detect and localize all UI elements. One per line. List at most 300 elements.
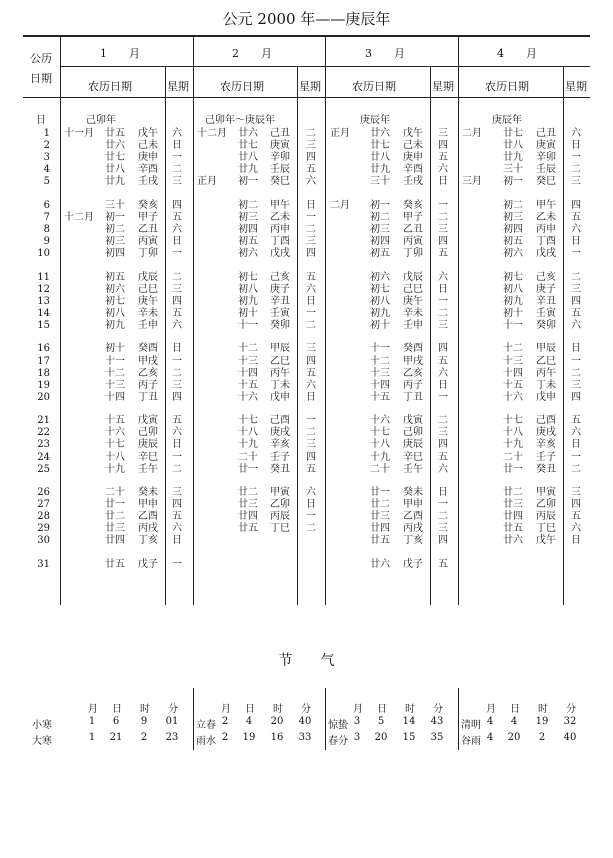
ganzhi: 庚子 [536, 283, 556, 295]
weekday: 四 [438, 343, 448, 355]
weekday: 日 [438, 176, 448, 188]
ganzhi: 乙酉 [138, 511, 158, 523]
lunar-day: 廿二 [503, 487, 523, 498]
weekday: 三 [172, 283, 182, 295]
lunar-day: 初五 [370, 248, 390, 260]
weekday: 五 [306, 164, 316, 176]
jieqi-value: 3 [353, 716, 361, 727]
ganzhi: 戊子 [138, 558, 158, 570]
ganzhi: 丁卯 [138, 248, 158, 260]
weekday: 一 [172, 355, 182, 367]
ganzhi: 乙酉 [403, 511, 423, 523]
weekday: 五 [172, 307, 182, 319]
weekday: 二 [571, 164, 581, 176]
lunar-day: 十九 [105, 463, 125, 475]
lunar-day: 十八 [105, 451, 125, 463]
weekday: 日 [571, 535, 581, 547]
lunar-day: 初十 [105, 343, 125, 355]
jieqi-value: 20 [507, 732, 521, 743]
jieqi-term-name: 大寒 [32, 736, 52, 747]
lunar-day: 十三 [238, 355, 258, 367]
lunar-day: 十七 [238, 415, 258, 427]
lunar-day: 廿七 [503, 128, 523, 139]
lunar-day: 十六 [503, 391, 523, 403]
lunar-day: 廿一 [238, 463, 258, 475]
lunar-day: 三十 [370, 176, 390, 188]
ganzhi: 庚申 [403, 152, 423, 164]
weekday: 三 [306, 439, 316, 451]
weekday: 一 [571, 451, 581, 463]
col-divider [193, 35, 194, 605]
ganzhi: 辛酉 [138, 164, 158, 176]
jieqi-value: 5 [377, 716, 385, 727]
lunar-day: 十二 [238, 343, 258, 355]
lunar-day: 廿五 [105, 128, 125, 139]
ganzhi: 戊子 [403, 558, 423, 570]
day-number: 23 [37, 439, 50, 451]
weekday: 五 [438, 558, 448, 570]
day-number: 9 [43, 236, 50, 248]
day-number: 3 [43, 152, 50, 164]
xingqi-header: 星期 [167, 80, 189, 93]
day-number: 5 [43, 176, 50, 188]
weekday: 四 [172, 295, 182, 307]
lunar-day: 初六 [105, 283, 125, 295]
ganzhi: 庚子 [270, 283, 290, 295]
weekday: 二 [172, 271, 182, 283]
lunar-day: 廿八 [105, 164, 125, 176]
day-number: 12 [37, 283, 50, 295]
weekday: 三 [172, 379, 182, 391]
table-top-rule [23, 35, 590, 37]
weekday: 日 [172, 140, 182, 152]
weekday: 日 [438, 487, 448, 498]
weekday: 日 [438, 283, 448, 295]
weekday: 日 [306, 199, 316, 211]
lunar-day: 初七 [238, 271, 258, 283]
jieqi-value: 35 [430, 732, 444, 743]
lunar-day: 廿六 [503, 535, 523, 547]
lunar-day: 廿六 [370, 558, 390, 570]
weekday: 日 [172, 236, 182, 248]
ganzhi: 乙卯 [536, 499, 556, 511]
weekday: 六 [438, 367, 448, 379]
ganzhi: 庚申 [138, 152, 158, 164]
weekday: 二 [306, 320, 316, 331]
jieqi-col-header: 时 [140, 704, 150, 715]
weekday: 一 [172, 451, 182, 463]
ganzhi: 戊午 [403, 128, 423, 139]
lunar-day: 十五 [370, 391, 390, 403]
page-title: 公元 2000 年——庚辰年 [222, 10, 391, 28]
weekday: 四 [571, 499, 581, 511]
header-riqi: 日期 [30, 72, 52, 85]
lunar-day: 廿三 [370, 511, 390, 523]
jieqi-col-header: 时 [538, 704, 548, 715]
weekday: 五 [306, 367, 316, 379]
weekday: 四 [438, 535, 448, 547]
day-number: 15 [37, 320, 50, 331]
day-number: 30 [37, 535, 50, 547]
jieqi-value: 01 [165, 716, 179, 727]
lunar-month-mark: 十一月 [64, 128, 94, 139]
lunar-day: 初六 [503, 248, 523, 260]
weekday: 六 [306, 283, 316, 295]
weekday: 三 [438, 224, 448, 235]
weekday: 日 [571, 140, 581, 152]
day-number: 10 [37, 248, 50, 260]
lunar-day: 初十 [238, 307, 258, 319]
ganzhi: 癸卯 [270, 320, 290, 331]
lunar-month-mark: 正月 [197, 176, 217, 188]
lunar-month-mark: 十二月 [64, 211, 94, 223]
jieqi-value: 2 [221, 716, 229, 727]
weekday: 二 [571, 367, 581, 379]
weekday: 三 [571, 176, 581, 188]
weekday: 六 [172, 523, 182, 535]
nongli-header: 农历日期 [220, 80, 264, 93]
ganzhi: 丙午 [536, 367, 556, 379]
jieqi-value: 4 [245, 716, 253, 727]
jieqi-value: 40 [563, 732, 577, 743]
ganzhi: 甲子 [403, 211, 423, 223]
header-gongli: 公历 [30, 52, 52, 65]
weekday: 二 [438, 511, 448, 523]
weekday: 五 [571, 511, 581, 523]
ganzhi: 己卯 [138, 427, 158, 439]
day-number: 26 [37, 487, 50, 498]
ganzhi: 癸丑 [536, 463, 556, 475]
day-label: 日 [36, 115, 46, 126]
ganzhi: 戊戌 [270, 248, 290, 260]
year-label-3: 庚辰年 [360, 115, 390, 126]
day-number: 28 [37, 511, 50, 523]
weekday: 四 [306, 451, 316, 463]
lunar-day: 十五 [503, 379, 523, 391]
ganzhi: 辛亥 [536, 439, 556, 451]
weekday: 三 [571, 487, 581, 498]
day-number: 16 [37, 343, 50, 355]
lunar-day: 二十 [238, 451, 258, 463]
weekday: 日 [306, 499, 316, 511]
weekday: 日 [306, 391, 316, 403]
weekday: 日 [571, 236, 581, 248]
lunar-month-mark: 二月 [462, 128, 482, 139]
ganzhi: 戊辰 [403, 271, 423, 283]
col-divider [60, 35, 61, 605]
ganzhi: 戊戌 [536, 248, 556, 260]
jieqi-value: 2 [140, 732, 148, 743]
ganzhi: 甲午 [270, 199, 290, 211]
weekday: 五 [306, 271, 316, 283]
lunar-day: 廿六 [105, 140, 125, 152]
lunar-day: 初九 [238, 295, 258, 307]
month-header-3: 3 月 [365, 47, 405, 60]
col-divider [165, 66, 166, 605]
lunar-day: 廿七 [105, 152, 125, 164]
jieqi-title: 节 气 [278, 653, 335, 669]
lunar-day: 廿六 [238, 128, 258, 139]
day-number: 19 [37, 379, 50, 391]
lunar-day: 初八 [370, 295, 390, 307]
lunar-day: 初一 [370, 199, 390, 211]
weekday: 一 [438, 499, 448, 511]
jieqi-value: 33 [298, 732, 312, 743]
weekday: 二 [306, 128, 316, 139]
lunar-day: 廿二 [238, 487, 258, 498]
day-number: 27 [37, 499, 50, 511]
lunar-day: 初一 [105, 211, 125, 223]
weekday: 四 [571, 199, 581, 211]
ganzhi: 丁巳 [536, 523, 556, 535]
jieqi-col-header: 日 [112, 704, 122, 715]
lunar-day: 初二 [238, 199, 258, 211]
ganzhi: 壬辰 [270, 164, 290, 176]
ganzhi: 甲寅 [536, 487, 556, 498]
lunar-day: 初三 [370, 224, 390, 235]
ganzhi: 乙未 [270, 211, 290, 223]
lunar-day: 初七 [370, 283, 390, 295]
jieqi-col-header: 月 [353, 704, 363, 715]
lunar-day: 初十 [503, 307, 523, 319]
lunar-day: 初五 [105, 271, 125, 283]
ganzhi: 丙寅 [403, 236, 423, 248]
day-number: 1 [43, 128, 50, 139]
lunar-day: 十四 [370, 379, 390, 391]
lunar-day: 十五 [105, 415, 125, 427]
ganzhi: 甲辰 [536, 343, 556, 355]
ganzhi: 庚寅 [536, 140, 556, 152]
weekday: 三 [306, 140, 316, 152]
weekday: 五 [438, 152, 448, 164]
jieqi-value: 14 [402, 716, 416, 727]
col-divider [297, 66, 298, 605]
ganzhi: 丁亥 [138, 535, 158, 547]
weekday: 二 [438, 211, 448, 223]
lunar-day: 十三 [105, 379, 125, 391]
ganzhi: 丙戌 [403, 523, 423, 535]
jieqi-value: 3 [353, 732, 361, 743]
ganzhi: 戊寅 [138, 415, 158, 427]
weekday: 六 [571, 128, 581, 139]
ganzhi: 癸丑 [270, 463, 290, 475]
lunar-day: 初六 [238, 248, 258, 260]
weekday: 五 [172, 415, 182, 427]
weekday: 一 [306, 211, 316, 223]
lunar-day: 廿七 [370, 140, 390, 152]
jieqi-value: 1 [88, 716, 96, 727]
lunar-day: 初四 [105, 248, 125, 260]
ganzhi: 甲午 [536, 199, 556, 211]
weekday: 一 [306, 415, 316, 427]
weekday: 一 [438, 295, 448, 307]
weekday: 四 [172, 199, 182, 211]
jieqi-value: 20 [374, 732, 388, 743]
header-bottom-rule [23, 97, 590, 98]
weekday: 日 [172, 439, 182, 451]
weekday: 四 [438, 236, 448, 248]
jieqi-col-header: 日 [377, 704, 387, 715]
ganzhi: 乙巳 [536, 355, 556, 367]
day-number: 7 [43, 211, 50, 223]
weekday: 三 [306, 236, 316, 248]
year-label-2: 己卯年～庚辰年 [205, 115, 275, 126]
ganzhi: 乙亥 [403, 367, 423, 379]
weekday: 二 [306, 523, 316, 535]
day-number: 24 [37, 451, 50, 463]
jieqi-term-name: 谷雨 [461, 736, 481, 747]
ganzhi: 戊申 [270, 391, 290, 403]
ganzhi: 癸酉 [403, 343, 423, 355]
ganzhi: 癸亥 [403, 199, 423, 211]
ganzhi: 庚戌 [270, 427, 290, 439]
weekday: 六 [571, 523, 581, 535]
ganzhi: 乙未 [536, 211, 556, 223]
lunar-day: 廿四 [503, 511, 523, 523]
ganzhi: 壬申 [403, 320, 423, 331]
jieqi-col-header: 分 [566, 704, 576, 715]
ganzhi: 丙辰 [536, 511, 556, 523]
ganzhi: 乙巳 [270, 355, 290, 367]
lunar-day: 廿一 [105, 499, 125, 511]
weekday: 五 [571, 415, 581, 427]
ganzhi: 癸亥 [138, 199, 158, 211]
lunar-month-mark: 十二月 [197, 128, 227, 139]
lunar-day: 初二 [105, 224, 125, 235]
ganzhi: 甲辰 [270, 343, 290, 355]
lunar-month-mark: 正月 [330, 128, 350, 139]
lunar-day: 廿一 [370, 487, 390, 498]
ganzhi: 庚寅 [270, 140, 290, 152]
ganzhi: 丁丑 [138, 391, 158, 403]
ganzhi: 丁巳 [270, 523, 290, 535]
lunar-day: 廿二 [370, 499, 390, 511]
weekday: 三 [438, 523, 448, 535]
day-number: 18 [37, 367, 50, 379]
lunar-day: 初四 [503, 224, 523, 235]
weekday: 一 [306, 307, 316, 319]
weekday: 五 [172, 511, 182, 523]
ganzhi: 丁未 [536, 379, 556, 391]
weekday: 六 [172, 427, 182, 439]
lunar-day: 十一 [370, 343, 390, 355]
weekday: 四 [438, 439, 448, 451]
ganzhi: 己巳 [138, 283, 158, 295]
ganzhi: 丙寅 [138, 236, 158, 248]
ganzhi: 癸卯 [536, 320, 556, 331]
weekday: 三 [172, 487, 182, 498]
lunar-day: 廿八 [238, 152, 258, 164]
lunar-day: 初二 [503, 199, 523, 211]
lunar-day: 十九 [238, 439, 258, 451]
lunar-day: 廿三 [238, 499, 258, 511]
ganzhi: 壬子 [536, 451, 556, 463]
day-number: 2 [43, 140, 50, 152]
lunar-day: 初三 [105, 236, 125, 248]
weekday: 一 [571, 152, 581, 164]
weekday: 五 [571, 211, 581, 223]
ganzhi: 戊申 [536, 391, 556, 403]
jieqi-value: 32 [563, 716, 577, 727]
lunar-day: 十六 [105, 427, 125, 439]
weekday: 五 [306, 463, 316, 475]
ganzhi: 辛亥 [270, 439, 290, 451]
jieqi-value: 15 [402, 732, 416, 743]
day-number: 20 [37, 391, 50, 403]
lunar-day: 廿二 [105, 511, 125, 523]
jieqi-divider [458, 688, 459, 750]
lunar-day: 十一 [503, 320, 523, 331]
ganzhi: 癸酉 [138, 343, 158, 355]
weekday: 六 [438, 164, 448, 176]
ganzhi: 乙丑 [403, 224, 423, 235]
lunar-day: 廿三 [503, 499, 523, 511]
weekday: 日 [571, 439, 581, 451]
ganzhi: 甲戌 [403, 355, 423, 367]
weekday: 二 [571, 271, 581, 283]
day-number: 22 [37, 427, 50, 439]
jieqi-value: 1 [88, 732, 96, 743]
lunar-day: 廿八 [370, 152, 390, 164]
day-number: 21 [37, 415, 50, 427]
day-number: 8 [43, 224, 50, 235]
lunar-day: 二十 [503, 451, 523, 463]
jieqi-col-header: 分 [301, 704, 311, 715]
jieqi-divider [325, 688, 326, 750]
jieqi-col-header: 日 [510, 704, 520, 715]
ganzhi: 辛未 [138, 307, 158, 319]
year-label-4: 庚辰年 [492, 115, 522, 126]
lunar-day: 廿九 [503, 152, 523, 164]
ganzhi: 庚辰 [403, 439, 423, 451]
jieqi-value: 40 [298, 716, 312, 727]
weekday: 五 [571, 307, 581, 319]
ganzhi: 乙丑 [138, 224, 158, 235]
weekday: 一 [571, 355, 581, 367]
lunar-day: 十六 [238, 391, 258, 403]
ganzhi: 戊辰 [138, 271, 158, 283]
xingqi-header: 星期 [565, 80, 587, 93]
lunar-day: 二十 [105, 487, 125, 498]
jieqi-col-header: 月 [221, 704, 231, 715]
nongli-header: 农历日期 [352, 80, 396, 93]
weekday: 一 [172, 558, 182, 570]
weekday: 日 [172, 343, 182, 355]
jieqi-value: 2 [221, 732, 229, 743]
ganzhi: 己亥 [270, 271, 290, 283]
ganzhi: 辛巳 [138, 451, 158, 463]
weekday: 六 [306, 379, 316, 391]
weekday: 三 [438, 427, 448, 439]
ganzhi: 丁亥 [403, 535, 423, 547]
lunar-day: 十五 [238, 379, 258, 391]
jieqi-value: 20 [270, 716, 284, 727]
lunar-day: 初三 [503, 211, 523, 223]
ganzhi: 丙申 [536, 224, 556, 235]
jieqi-value: 19 [242, 732, 256, 743]
weekday: 日 [172, 535, 182, 547]
ganzhi: 己酉 [536, 415, 556, 427]
weekday: 四 [172, 391, 182, 403]
ganzhi: 庚午 [138, 295, 158, 307]
jieqi-col-header: 时 [273, 704, 283, 715]
ganzhi: 癸巳 [536, 176, 556, 188]
ganzhi: 甲寅 [270, 487, 290, 498]
ganzhi: 壬申 [138, 320, 158, 331]
lunar-day: 初四 [370, 236, 390, 248]
lunar-day: 初九 [503, 295, 523, 307]
lunar-day: 廿一 [503, 463, 523, 475]
